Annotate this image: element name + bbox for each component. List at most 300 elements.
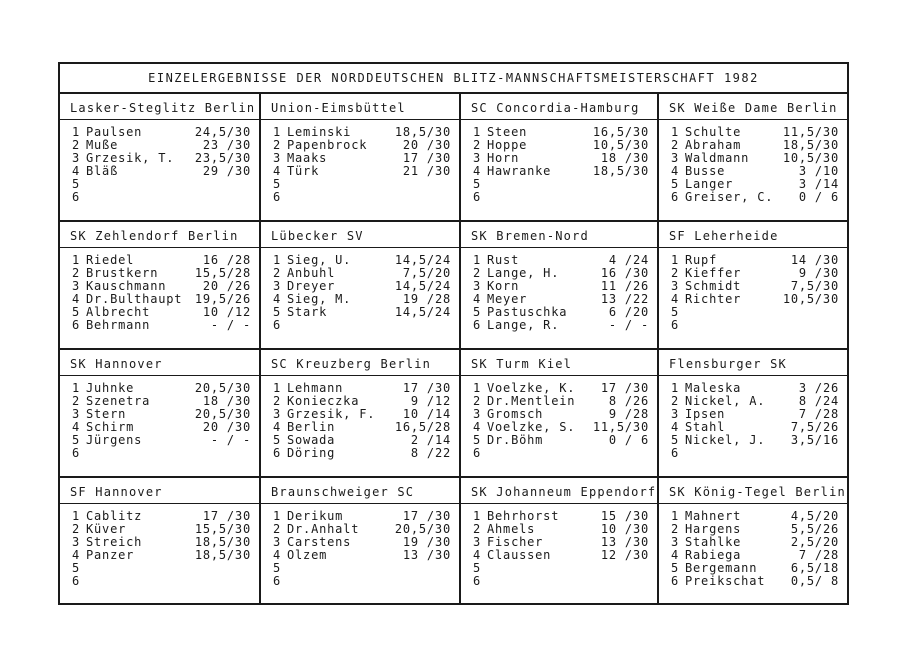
- player-result: 14,5/24: [394, 253, 451, 267]
- player-name: Papenbrock: [287, 139, 368, 152]
- player-result: 8 /24: [798, 394, 839, 408]
- team-name: SF Hannover: [60, 478, 259, 504]
- player-row: [72, 575, 251, 588]
- player-name: Riedel: [86, 254, 135, 267]
- player-row: [273, 306, 451, 319]
- player-name: Sieg, U.: [287, 254, 352, 267]
- player-result: 3 /26: [798, 381, 839, 395]
- team-block: [60, 94, 261, 222]
- player-name: Dr.Mentlein: [487, 395, 576, 408]
- board-number: 1: [72, 253, 81, 267]
- player-result: 19 /30: [402, 535, 451, 549]
- player-row: [473, 178, 649, 191]
- player-result: 0 / 6: [608, 433, 649, 447]
- team-block: [261, 478, 461, 603]
- player-result: 17 /30: [600, 381, 649, 395]
- player-row: [671, 575, 839, 588]
- team-block: [60, 222, 261, 350]
- board-number: 4: [671, 292, 680, 306]
- player-row: [473, 319, 649, 332]
- board-number: 2: [273, 394, 282, 408]
- player-name: Steen: [487, 126, 528, 139]
- board-number: 4: [72, 548, 81, 562]
- player-name: Korn: [487, 280, 520, 293]
- player-row: [473, 562, 649, 575]
- player-result: 10 /14: [402, 407, 451, 421]
- player-name: Schulte: [685, 126, 742, 139]
- board-number: 1: [473, 381, 482, 395]
- player-row: [473, 575, 649, 588]
- player-name: Derikum: [287, 510, 344, 523]
- player-list: [261, 248, 459, 332]
- player-name: Meyer: [487, 293, 528, 306]
- player-result: 4,5/20: [790, 509, 839, 523]
- player-name: Bläß: [86, 165, 119, 178]
- player-result: 20 /30: [202, 420, 251, 434]
- player-row: [72, 319, 251, 332]
- player-result: 0,5/ 8: [790, 574, 839, 588]
- player-name: Dr.Böhm: [487, 434, 544, 447]
- board-number: 5: [473, 433, 482, 447]
- player-result: 10 /30: [600, 522, 649, 536]
- board-number: 1: [72, 125, 81, 139]
- player-name: Muße: [86, 139, 119, 152]
- team-name: SK König-Tegel Berlin: [659, 478, 847, 504]
- player-name: Albrecht: [86, 306, 151, 319]
- board-number: 2: [473, 522, 482, 536]
- player-name: Lehmann: [287, 382, 344, 395]
- player-name: [86, 178, 251, 191]
- player-name: Bergemann: [685, 562, 758, 575]
- player-name: Rabiega: [685, 549, 742, 562]
- player-row: [72, 191, 251, 204]
- player-name: Konieczka: [287, 395, 360, 408]
- player-result: 20,5/30: [194, 407, 251, 421]
- player-row: [273, 575, 451, 588]
- board-number: 4: [671, 164, 680, 178]
- player-result: 2,5/20: [790, 535, 839, 549]
- player-name: Szenetra: [86, 395, 151, 408]
- player-result: 17 /30: [202, 509, 251, 523]
- player-result: 15 /30: [600, 509, 649, 523]
- player-result: 18,5/30: [194, 548, 251, 562]
- player-result: 11,5/30: [782, 125, 839, 139]
- team-block: [60, 478, 261, 603]
- player-result: 12 /30: [600, 548, 649, 562]
- player-name: Stahl: [685, 421, 726, 434]
- board-number: 5: [72, 433, 81, 447]
- player-name: Busse: [685, 165, 726, 178]
- player-result: 10 /12: [202, 305, 251, 319]
- player-row: [473, 434, 649, 447]
- board-number: 1: [273, 509, 282, 523]
- board-number: 5: [273, 305, 282, 319]
- player-name: Lange, H.: [487, 267, 560, 280]
- player-result: 7,5/26: [790, 420, 839, 434]
- player-name: Rust: [487, 254, 520, 267]
- player-name: Pastuschka: [487, 306, 568, 319]
- board-number: 1: [72, 509, 81, 523]
- player-row: [273, 549, 451, 562]
- player-result: 10,5/30: [782, 292, 839, 306]
- player-result: 3 /14: [798, 177, 839, 191]
- player-result: 7,5/30: [790, 279, 839, 293]
- player-name: [86, 447, 251, 460]
- player-list: [461, 248, 657, 332]
- player-name: Brustkern: [86, 267, 159, 280]
- team-block: [461, 478, 659, 603]
- player-name: Hoppe: [487, 139, 528, 152]
- board-number: 5: [273, 561, 282, 575]
- player-list: [261, 504, 459, 588]
- board-number: 1: [473, 125, 482, 139]
- player-name: Waldmann: [685, 152, 750, 165]
- player-name: Fischer: [487, 536, 544, 549]
- board-number: 4: [72, 164, 81, 178]
- board-number: 3: [72, 535, 81, 549]
- board-number: 5: [273, 177, 282, 191]
- player-row: [273, 562, 451, 575]
- player-list: [461, 120, 657, 204]
- player-result: 10,5/30: [592, 138, 649, 152]
- player-name: Kauschmann: [86, 280, 167, 293]
- board-number: 5: [671, 433, 680, 447]
- board-number: 6: [72, 190, 81, 204]
- player-name: [487, 178, 649, 191]
- player-result: 18 /30: [202, 394, 251, 408]
- board-number: 6: [671, 446, 680, 460]
- board-number: 4: [473, 292, 482, 306]
- board-number: 5: [473, 177, 482, 191]
- player-name: [287, 178, 451, 191]
- player-name: [487, 447, 649, 460]
- player-list: [659, 376, 847, 460]
- player-name: Paulsen: [86, 126, 143, 139]
- board-number: 3: [273, 535, 282, 549]
- team-block: [261, 350, 461, 478]
- board-number: 6: [273, 574, 282, 588]
- player-name: Stark: [287, 306, 328, 319]
- player-list: [659, 248, 847, 332]
- team-grid: [60, 94, 847, 603]
- player-result: 7 /28: [798, 548, 839, 562]
- player-name: [685, 319, 839, 332]
- board-number: 3: [473, 535, 482, 549]
- player-name: [86, 575, 251, 588]
- player-row: [72, 178, 251, 191]
- player-result: 18,5/30: [394, 125, 451, 139]
- board-number: 1: [473, 253, 482, 267]
- board-number: 4: [72, 420, 81, 434]
- board-number: 5: [473, 561, 482, 575]
- player-result: 18,5/30: [194, 535, 251, 549]
- player-name: Lange, R.: [487, 319, 560, 332]
- board-number: 3: [273, 407, 282, 421]
- board-number: 2: [671, 394, 680, 408]
- player-row: [72, 165, 251, 178]
- team-name: SF Leherheide: [659, 222, 847, 248]
- board-number: 3: [671, 151, 680, 165]
- board-number: 4: [273, 420, 282, 434]
- player-name: Preikschat: [685, 575, 766, 588]
- player-result: 9 /12: [410, 394, 451, 408]
- player-name: Dr.Bulthaupt: [86, 293, 183, 306]
- player-name: Behrmann: [86, 319, 151, 332]
- player-name: Hawranke: [487, 165, 552, 178]
- player-row: [671, 191, 839, 204]
- board-number: 1: [671, 381, 680, 395]
- board-number: 3: [671, 535, 680, 549]
- team-name: SC Concordia-Hamburg: [461, 94, 657, 120]
- board-number: 2: [72, 522, 81, 536]
- team-block: [659, 222, 847, 350]
- player-result: 23,5/30: [194, 151, 251, 165]
- board-number: 3: [473, 151, 482, 165]
- team-name: Flensburger SK: [659, 350, 847, 376]
- player-result: 21 /30: [402, 164, 451, 178]
- player-row: [671, 447, 839, 460]
- player-result: 18,5/30: [592, 164, 649, 178]
- board-number: 6: [273, 318, 282, 332]
- team-name: Braunschweiger SC: [261, 478, 459, 504]
- player-result: 10,5/30: [782, 151, 839, 165]
- player-name: [487, 562, 649, 575]
- player-name: Schmidt: [685, 280, 742, 293]
- player-result: 20 /30: [402, 138, 451, 152]
- player-name: Gromsch: [487, 408, 544, 421]
- player-name: Cablitz: [86, 510, 143, 523]
- player-name: Dreyer: [287, 280, 336, 293]
- player-name: [287, 575, 451, 588]
- board-number: 3: [72, 279, 81, 293]
- player-result: 3 /10: [798, 164, 839, 178]
- player-name: Streich: [86, 536, 143, 549]
- team-block: [261, 222, 461, 350]
- board-number: 1: [473, 509, 482, 523]
- board-number: 6: [671, 574, 680, 588]
- board-number: 5: [671, 177, 680, 191]
- player-result: 8 /22: [410, 446, 451, 460]
- player-result: 19 /28: [402, 292, 451, 306]
- player-name: [86, 191, 251, 204]
- player-list: [659, 504, 847, 588]
- team-block: [261, 94, 461, 222]
- player-result: 20 /26: [202, 279, 251, 293]
- board-number: 1: [273, 125, 282, 139]
- board-number: 2: [72, 266, 81, 280]
- player-result: 3,5/16: [790, 433, 839, 447]
- board-number: 4: [473, 420, 482, 434]
- player-result: 11,5/30: [592, 420, 649, 434]
- board-number: 5: [671, 561, 680, 575]
- player-result: 9 /28: [608, 407, 649, 421]
- player-result: 13 /22: [600, 292, 649, 306]
- board-number: 1: [671, 509, 680, 523]
- player-result: 16,5/28: [394, 420, 451, 434]
- team-block: [60, 350, 261, 478]
- board-number: 2: [72, 394, 81, 408]
- board-number: 6: [473, 574, 482, 588]
- player-name: Abraham: [685, 139, 742, 152]
- player-name: [287, 319, 451, 332]
- player-row: [671, 434, 839, 447]
- player-row: [473, 447, 649, 460]
- player-row: [72, 562, 251, 575]
- player-name: Anbuhl: [287, 267, 336, 280]
- board-number: 2: [273, 266, 282, 280]
- board-number: 1: [273, 253, 282, 267]
- board-number: 2: [671, 266, 680, 280]
- player-name: Dr.Anhalt: [287, 523, 360, 536]
- player-name: Küver: [86, 523, 127, 536]
- board-number: 2: [72, 138, 81, 152]
- page-title: EINZELERGEBNISSE DER NORDDEUTSCHEN BLITZ-MANNSCHAFTSMEISTERSCHAFT 1982: [60, 64, 847, 94]
- player-row: [273, 165, 451, 178]
- board-number: 3: [72, 407, 81, 421]
- team-name: Lübecker SV: [261, 222, 459, 248]
- player-name: Ahmels: [487, 523, 536, 536]
- player-result: 17 /30: [402, 509, 451, 523]
- player-name: Horn: [487, 152, 520, 165]
- player-name: Grzesik, T.: [86, 152, 175, 165]
- player-name: Maleska: [685, 382, 742, 395]
- player-name: Stern: [86, 408, 127, 421]
- team-block: [659, 478, 847, 603]
- player-name: Carstens: [287, 536, 352, 549]
- player-result: - / -: [210, 433, 251, 447]
- player-name: Leminski: [287, 126, 352, 139]
- player-result: 23 /30: [202, 138, 251, 152]
- board-number: 5: [671, 305, 680, 319]
- board-number: 6: [273, 446, 282, 460]
- player-name: Schirm: [86, 421, 135, 434]
- board-number: 4: [273, 548, 282, 562]
- player-row: [671, 306, 839, 319]
- board-number: 3: [273, 279, 282, 293]
- results-table: [58, 62, 849, 605]
- board-number: 2: [671, 138, 680, 152]
- team-block: [461, 350, 659, 478]
- board-number: 2: [473, 394, 482, 408]
- player-row: [473, 165, 649, 178]
- team-block: [659, 94, 847, 222]
- player-name: Voelzke, S.: [487, 421, 576, 434]
- player-row: [273, 447, 451, 460]
- board-number: 6: [473, 318, 482, 332]
- player-name: Langer: [685, 178, 734, 191]
- player-result: 2 /14: [410, 433, 451, 447]
- board-number: 6: [273, 190, 282, 204]
- board-number: 4: [72, 292, 81, 306]
- player-row: [273, 178, 451, 191]
- player-name: Jürgens: [86, 434, 143, 447]
- team-name: SK Turm Kiel: [461, 350, 657, 376]
- player-result: 6,5/18: [790, 561, 839, 575]
- player-result: 16,5/30: [592, 125, 649, 139]
- player-name: [287, 191, 451, 204]
- board-number: 3: [671, 279, 680, 293]
- board-number: 6: [473, 190, 482, 204]
- board-number: 5: [72, 177, 81, 191]
- player-result: 5,5/26: [790, 522, 839, 536]
- player-result: 9 /30: [798, 266, 839, 280]
- player-row: [72, 549, 251, 562]
- player-name: Claussen: [487, 549, 552, 562]
- board-number: 4: [473, 164, 482, 178]
- player-name: [86, 562, 251, 575]
- player-list: [461, 504, 657, 588]
- team-block: [659, 350, 847, 478]
- team-name: SK Weiße Dame Berlin: [659, 94, 847, 120]
- board-number: 3: [273, 151, 282, 165]
- player-result: 14,5/24: [394, 279, 451, 293]
- board-number: 3: [473, 407, 482, 421]
- player-list: [60, 376, 259, 460]
- player-result: 6 /20: [608, 305, 649, 319]
- player-result: 15,5/30: [194, 522, 251, 536]
- player-row: [273, 191, 451, 204]
- player-name: Behrhorst: [487, 510, 560, 523]
- player-result: 16 /28: [202, 253, 251, 267]
- board-number: 2: [473, 266, 482, 280]
- player-result: 20,5/30: [394, 522, 451, 536]
- player-list: [261, 120, 459, 204]
- player-result: 4 /24: [608, 253, 649, 267]
- board-number: 5: [473, 305, 482, 319]
- player-result: 18 /30: [600, 151, 649, 165]
- player-name: [487, 191, 649, 204]
- player-name: [287, 562, 451, 575]
- player-result: 20,5/30: [194, 381, 251, 395]
- player-list: [60, 504, 259, 588]
- board-number: 4: [473, 548, 482, 562]
- player-result: 16 /30: [600, 266, 649, 280]
- player-result: 29 /30: [202, 164, 251, 178]
- board-number: 6: [72, 446, 81, 460]
- player-row: [473, 549, 649, 562]
- player-row: [273, 319, 451, 332]
- team-block: [461, 222, 659, 350]
- player-name: Döring: [287, 447, 336, 460]
- player-name: Nickel, J.: [685, 434, 766, 447]
- player-name: Hargens: [685, 523, 742, 536]
- player-name: Panzer: [86, 549, 135, 562]
- board-number: 5: [72, 305, 81, 319]
- player-row: [671, 319, 839, 332]
- player-result: - / -: [210, 318, 251, 332]
- team-block: [461, 94, 659, 222]
- player-result: 17 /30: [402, 151, 451, 165]
- board-number: 3: [72, 151, 81, 165]
- board-number: 4: [671, 548, 680, 562]
- player-list: [659, 120, 847, 204]
- player-list: [461, 376, 657, 460]
- board-number: 2: [473, 138, 482, 152]
- player-name: Kieffer: [685, 267, 742, 280]
- player-name: Berlin: [287, 421, 336, 434]
- player-name: Richter: [685, 293, 742, 306]
- player-name: Türk: [287, 165, 320, 178]
- player-row: [72, 447, 251, 460]
- player-list: [261, 376, 459, 460]
- board-number: 1: [72, 381, 81, 395]
- player-name: Maaks: [287, 152, 328, 165]
- board-number: 4: [273, 292, 282, 306]
- board-number: 2: [273, 522, 282, 536]
- team-name: SK Zehlendorf Berlin: [60, 222, 259, 248]
- team-name: SK Bremen-Nord: [461, 222, 657, 248]
- board-number: 4: [273, 164, 282, 178]
